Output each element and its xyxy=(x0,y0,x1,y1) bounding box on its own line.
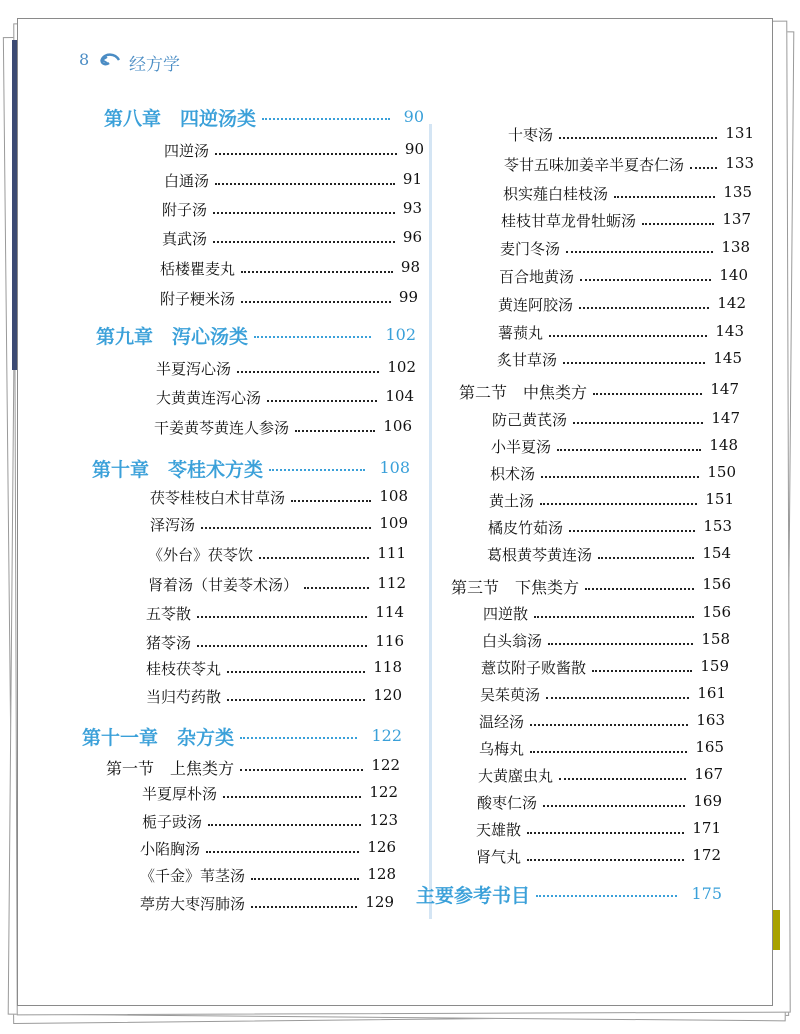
dot-leader xyxy=(614,196,715,198)
toc-entry xyxy=(140,838,396,862)
chapter-row xyxy=(82,723,402,747)
entry-title: 白头翁汤 xyxy=(482,632,543,650)
entry-title: 附子粳米汤 xyxy=(160,290,236,308)
page-ref: 128 xyxy=(367,865,396,883)
heading-number: 第一节 xyxy=(106,759,155,778)
entry-title: 乌梅丸 xyxy=(479,740,525,758)
dot-leader xyxy=(215,153,397,155)
entry-title: 大黄黄连泻心汤 xyxy=(156,389,262,407)
dot-leader xyxy=(241,301,391,303)
toc-entry xyxy=(503,183,752,207)
page-ref: 102 xyxy=(385,325,416,344)
toc-entry xyxy=(146,658,402,682)
entry-title: 大黄䗪虫丸 xyxy=(478,767,554,785)
entry-title: 酸枣仁汤 xyxy=(477,794,538,812)
entry-title: 白通汤 xyxy=(164,172,210,190)
toc-entry xyxy=(146,632,404,656)
dot-leader xyxy=(208,824,361,826)
dot-leader xyxy=(295,430,375,432)
toc-entry xyxy=(481,657,729,681)
dot-leader xyxy=(690,167,717,169)
page-ref: 111 xyxy=(377,544,406,562)
page-ref: 163 xyxy=(696,711,725,729)
section-title xyxy=(106,756,234,779)
section-title xyxy=(459,380,587,403)
chapter-row xyxy=(416,881,722,905)
page-ref: 151 xyxy=(705,490,734,508)
page-ref: 138 xyxy=(721,238,750,256)
page-ref: 165 xyxy=(695,738,724,756)
toc-entry xyxy=(498,322,744,346)
dot-leader xyxy=(548,643,693,645)
entry-title: 肾着汤（甘姜苓术汤） xyxy=(148,576,299,594)
entry-title: 麦门冬汤 xyxy=(500,240,561,258)
dot-leader xyxy=(237,371,379,373)
toc-entry xyxy=(148,574,406,598)
dot-leader xyxy=(530,724,688,726)
entry-title: 四逆汤 xyxy=(164,142,210,160)
page-ref: 102 xyxy=(387,358,416,376)
toc-entry xyxy=(164,140,424,164)
dot-leader xyxy=(598,557,694,559)
entry-title: 桂枝茯苓丸 xyxy=(146,660,222,678)
dot-leader xyxy=(227,671,365,673)
entry-title: 温经汤 xyxy=(479,713,525,731)
page-ref: 137 xyxy=(722,210,751,228)
entry-title: 五苓散 xyxy=(146,605,192,623)
toc-entry xyxy=(500,238,750,262)
dot-leader xyxy=(566,251,713,253)
page-ref: 145 xyxy=(713,349,742,367)
toc-entry xyxy=(488,517,732,541)
toc-entry xyxy=(499,266,748,290)
entry-title: 葶苈大枣泻肺汤 xyxy=(140,895,246,913)
chapter-row xyxy=(104,104,424,128)
page-ref: 123 xyxy=(369,811,398,829)
toc-entry xyxy=(156,387,414,411)
page-ref: 104 xyxy=(385,387,414,405)
page-ref: 129 xyxy=(365,893,394,911)
dot-leader xyxy=(543,805,685,807)
entry-title: 四逆散 xyxy=(483,605,529,623)
entry-title: 苓甘五味加姜辛半夏杏仁汤 xyxy=(504,156,685,174)
entry-title: 小半夏汤 xyxy=(491,438,552,456)
toc-entry xyxy=(504,154,754,178)
page-ref: 161 xyxy=(697,684,726,702)
page-ref: 167 xyxy=(694,765,723,783)
toc-entry xyxy=(489,490,734,514)
dot-leader xyxy=(569,530,695,532)
entry-title: 《千金》苇茎汤 xyxy=(140,867,246,885)
page-number: 8 xyxy=(79,50,90,69)
entry-title: 黄土汤 xyxy=(489,492,535,510)
heading-title: 杂方类 xyxy=(177,727,235,749)
page-ref: 98 xyxy=(400,258,420,276)
page-ref: 150 xyxy=(707,463,736,481)
page-ref: 156 xyxy=(702,575,731,593)
toc-entry xyxy=(501,210,751,234)
entry-title: 桂枝甘草龙骨牡蛎汤 xyxy=(501,212,637,230)
page-ref: 106 xyxy=(383,417,412,435)
column-divider xyxy=(429,124,432,919)
toc-entry xyxy=(160,258,420,282)
dot-leader xyxy=(259,557,369,559)
entry-title: 天雄散 xyxy=(476,821,522,839)
dot-leader xyxy=(642,223,714,225)
page-ref: 148 xyxy=(709,436,738,454)
heading-number: 第八章 xyxy=(104,108,162,130)
page-ref: 142 xyxy=(717,294,746,312)
dot-leader xyxy=(241,271,393,273)
heading-title: 泻心汤类 xyxy=(172,326,249,348)
dot-leader xyxy=(213,241,395,243)
dot-leader xyxy=(546,697,689,699)
toc-entry xyxy=(487,544,731,568)
page-ref: 158 xyxy=(701,630,730,648)
page-ref: 122 xyxy=(371,756,400,774)
toc-entry xyxy=(490,463,736,487)
toc-entry xyxy=(491,436,738,460)
entry-title: 栀子豉汤 xyxy=(142,813,203,831)
entry-title: 薏苡附子败酱散 xyxy=(481,659,587,677)
toc-entry xyxy=(483,603,731,627)
page-ref: 90 xyxy=(404,140,424,158)
heading-number: 第九章 xyxy=(96,326,154,348)
heading-number: 第十章 xyxy=(92,459,150,481)
heading-title: 上焦类方 xyxy=(170,759,235,778)
heading-title: 主要参考书目 xyxy=(416,885,531,907)
chapter-title xyxy=(96,322,248,349)
heading-number: 第三节 xyxy=(451,578,500,597)
toc-entry xyxy=(146,603,404,627)
entry-title: 防己黄芪汤 xyxy=(492,411,568,429)
dot-leader xyxy=(227,699,365,701)
dot-leader xyxy=(559,778,686,780)
chapter-title xyxy=(92,455,263,482)
dot-leader xyxy=(269,469,365,471)
dot-leader xyxy=(593,393,702,395)
page-ref: 175 xyxy=(691,884,722,903)
toc-entry xyxy=(480,684,726,708)
chapter-title xyxy=(416,881,530,908)
dot-leader xyxy=(206,851,359,853)
book-title: 经方学 xyxy=(129,55,180,75)
heading-title: 下焦类方 xyxy=(515,578,580,597)
dot-leader xyxy=(254,336,371,338)
page-ref: 122 xyxy=(369,783,398,801)
toc-entry xyxy=(160,288,418,312)
toc-entry xyxy=(476,846,721,870)
page-ref: 133 xyxy=(725,154,754,172)
page-ref: 116 xyxy=(375,632,404,650)
dot-leader xyxy=(197,645,367,647)
dot-leader xyxy=(592,670,692,672)
page-ref: 118 xyxy=(373,658,402,676)
dot-leader xyxy=(262,118,390,120)
entry-title: 肾气丸 xyxy=(476,848,522,866)
toc-entry xyxy=(497,349,742,373)
entry-title: 半夏厚朴汤 xyxy=(142,785,218,803)
heading-title: 苓桂术方类 xyxy=(168,459,264,481)
section-row xyxy=(106,756,400,780)
page-ref: 108 xyxy=(379,458,410,477)
toc-entry xyxy=(146,686,402,710)
page-ref: 140 xyxy=(719,266,748,284)
entry-title: 橘皮竹茹汤 xyxy=(488,519,564,537)
entry-title: 小陷胸汤 xyxy=(140,840,201,858)
dot-leader xyxy=(559,137,717,139)
dot-leader xyxy=(215,183,395,185)
dot-leader xyxy=(573,422,703,424)
heading-title: 四逆汤类 xyxy=(180,108,257,130)
page-ref: 114 xyxy=(375,603,404,621)
entry-title: 百合地黄汤 xyxy=(499,268,575,286)
dot-leader xyxy=(223,796,361,798)
dot-leader xyxy=(530,751,687,753)
dot-leader xyxy=(240,737,357,739)
dot-leader xyxy=(534,616,694,618)
toc-entry xyxy=(498,294,746,318)
page-ref: 147 xyxy=(711,409,740,427)
toc-entry xyxy=(142,811,398,835)
chapter-title xyxy=(104,104,256,131)
page-ref: 154 xyxy=(702,544,731,562)
page-ref: 108 xyxy=(379,487,408,505)
dot-leader xyxy=(540,503,697,505)
entry-title: 真武汤 xyxy=(162,230,208,248)
entry-title: 泽泻汤 xyxy=(150,516,196,534)
toc-entry xyxy=(479,711,725,735)
toc-entry xyxy=(508,124,754,148)
dot-leader xyxy=(580,279,711,281)
toc-entry xyxy=(154,417,412,441)
page-ref: 169 xyxy=(693,792,722,810)
page-ref: 120 xyxy=(373,686,402,704)
page-ref: 99 xyxy=(398,288,418,306)
dot-leader xyxy=(201,527,371,529)
dot-leader xyxy=(557,449,701,451)
toc-entry xyxy=(142,783,398,807)
section-title xyxy=(451,575,579,598)
dot-leader xyxy=(541,476,699,478)
entry-title: 枳实薤白桂枝汤 xyxy=(503,185,609,203)
page-ref: 93 xyxy=(402,199,422,217)
dot-leader xyxy=(240,769,363,771)
toc-entry xyxy=(477,792,722,816)
dot-leader xyxy=(579,307,709,309)
dot-leader xyxy=(267,400,377,402)
chapter-row xyxy=(96,322,416,346)
toc-entry xyxy=(476,819,721,843)
heading-number: 第二节 xyxy=(459,383,508,402)
swirl-icon xyxy=(99,51,121,69)
page-ref: 159 xyxy=(700,657,729,675)
dot-leader xyxy=(251,906,357,908)
toc-entry xyxy=(482,630,730,654)
entry-title: 十枣汤 xyxy=(508,126,554,144)
chapter-title xyxy=(82,723,234,750)
toc-entry xyxy=(162,228,422,252)
page-ref: 91 xyxy=(402,170,422,188)
dot-leader xyxy=(197,616,367,618)
toc-entry xyxy=(156,358,416,382)
dot-leader xyxy=(536,895,677,897)
page-ref: 171 xyxy=(692,819,721,837)
dot-leader xyxy=(527,859,684,861)
page-ref: 153 xyxy=(703,517,732,535)
dot-leader xyxy=(251,878,359,880)
dot-leader xyxy=(527,832,684,834)
toc-entry xyxy=(150,514,408,538)
entry-title: 猪苓汤 xyxy=(146,634,192,652)
page-ref: 109 xyxy=(379,514,408,532)
entry-title: 《外台》茯苓饮 xyxy=(148,546,254,564)
page-ref: 135 xyxy=(723,183,752,201)
entry-title: 栝楼瞿麦丸 xyxy=(160,260,236,278)
entry-title: 吴茱萸汤 xyxy=(480,686,541,704)
toc-entry xyxy=(150,487,408,511)
dot-leader xyxy=(304,587,369,589)
page-ref: 131 xyxy=(725,124,754,142)
entry-title: 炙甘草汤 xyxy=(497,351,558,369)
toc-entry xyxy=(164,170,422,194)
page-ref: 143 xyxy=(715,322,744,340)
page-ref: 172 xyxy=(692,846,721,864)
heading-number: 第十一章 xyxy=(82,727,159,749)
dot-leader xyxy=(549,335,707,337)
entry-title: 附子汤 xyxy=(162,201,208,219)
entry-title: 黄连阿胶汤 xyxy=(498,296,574,314)
entry-title: 半夏泻心汤 xyxy=(156,360,232,378)
dot-leader xyxy=(291,500,371,502)
page-ref: 147 xyxy=(710,380,739,398)
entry-title: 枳术汤 xyxy=(490,465,536,483)
page-ref: 96 xyxy=(402,228,422,246)
toc-entry xyxy=(492,409,740,433)
page-ref: 90 xyxy=(403,107,424,126)
toc-entry xyxy=(140,865,396,889)
heading-title: 中焦类方 xyxy=(523,383,588,402)
toc-entry xyxy=(479,738,724,762)
entry-title: 茯苓桂枝白术甘草汤 xyxy=(150,489,286,507)
page-ref: 126 xyxy=(367,838,396,856)
dot-leader xyxy=(585,588,694,590)
section-row xyxy=(459,380,739,404)
dot-leader xyxy=(213,212,395,214)
page-ref: 112 xyxy=(377,574,406,592)
entry-title: 薯蓣丸 xyxy=(498,324,544,342)
entry-title: 干姜黄芩黄连人参汤 xyxy=(154,419,290,437)
chapter-row xyxy=(92,455,410,479)
entry-title: 当归芍药散 xyxy=(146,688,222,706)
toc-entry xyxy=(162,199,422,223)
section-row xyxy=(451,575,731,599)
toc-entry xyxy=(478,765,723,789)
entry-title: 葛根黄芩黄连汤 xyxy=(487,546,593,564)
toc-entry xyxy=(140,893,394,917)
page-ref: 122 xyxy=(371,726,402,745)
page-ref: 156 xyxy=(702,603,731,621)
toc-entry xyxy=(148,544,406,568)
dot-leader xyxy=(563,362,705,364)
